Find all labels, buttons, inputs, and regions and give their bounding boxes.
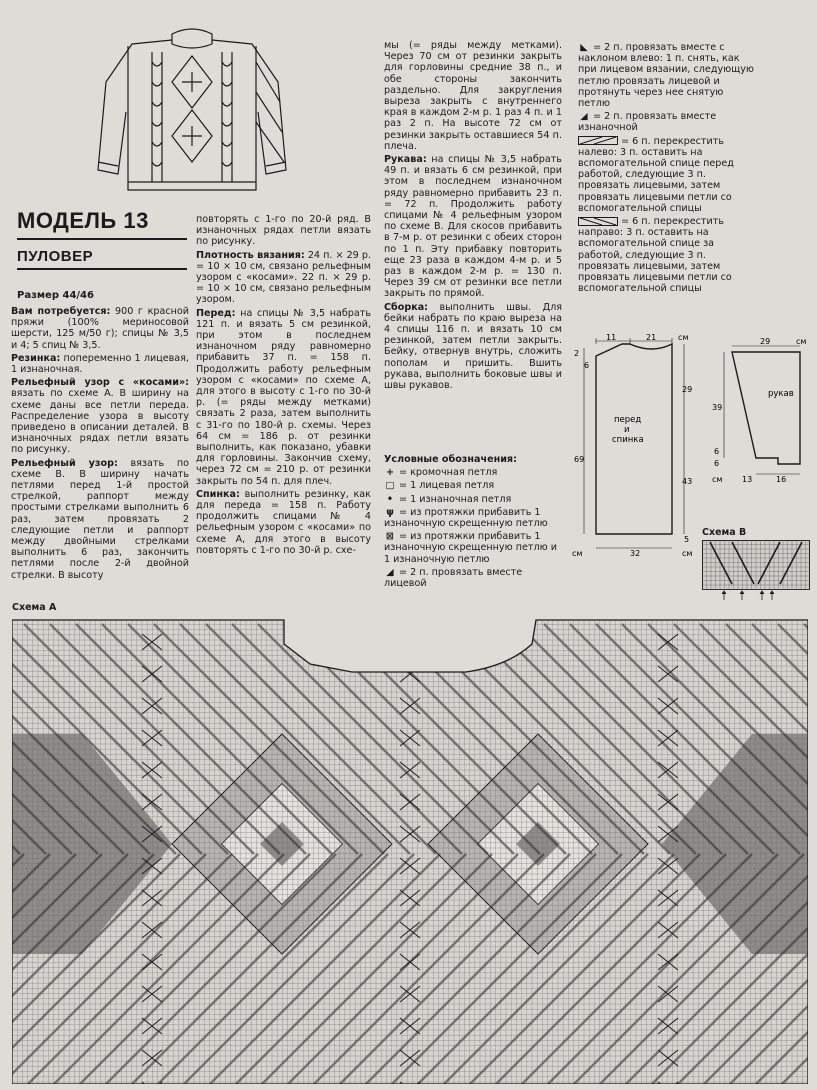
legend-symbol-icon: + — [385, 467, 395, 479]
rib-text: попеременно 1 лицевая, 1 изнаночная. — [11, 352, 189, 376]
front-unit-bottom-right: см — [682, 549, 693, 558]
cable-right-icon — [578, 217, 618, 226]
garment-title: ПУЛОВЕР — [17, 248, 94, 265]
legend-symbol-icon: ◢ — [386, 566, 394, 578]
legend-item — [384, 467, 564, 478]
front-unit-top: см — [678, 334, 689, 342]
p2tog-icon: ◢ — [580, 111, 588, 123]
front-dim-right-a: 29 — [682, 385, 693, 394]
schema-a-chart — [12, 614, 808, 1084]
p2tog-text: = 2 п. провязать вместе изнаночной — [578, 111, 717, 134]
sleeve-dim-bottom-b: 16 — [776, 475, 787, 484]
sleeve-dim-top: 29 — [760, 337, 771, 346]
front-back-schematic — [572, 334, 702, 560]
text-column-4 — [578, 42, 758, 296]
materials-text: 900 г красной пряжи (100% мериносовой шерсти, 125 м/50 г); спицы № 3,5 и 4; 5 спиц № 3,5. — [11, 306, 189, 351]
legend-text: = 2 п. провязать вместе лицевой — [384, 566, 523, 590]
cable-pattern-text: вязать по схеме А. В ширину на схеме даны все петли переда. Распределение узора в высоту приведено в описании деталей. В изнаночных рядах петли вязать по рисунку. — [11, 388, 189, 456]
front-dim-bottom: 32 — [630, 549, 641, 558]
legend-title: Условные обозначения: — [384, 454, 517, 465]
sleeve-dim-left: 39 — [712, 403, 723, 412]
legend-item — [384, 531, 564, 565]
title-rule — [17, 238, 187, 240]
assembly-label: Сборка: — [384, 301, 429, 313]
front-back-label: перед и спинка — [612, 415, 644, 445]
legend-item — [384, 494, 564, 505]
legend-symbol-icon: ψ — [386, 506, 394, 518]
front-dim-left-main: 69 — [574, 455, 585, 464]
col3-continued-text: мы (= ряды между метками). Через 70 см от резинки закрыть для горловины средние 38 п., и обе стороны закончить раздельно. Для закругления выреза закрыть с внутреннего края в каждом 2-м р. 1 раз 4 п. и 1 раз 2 п. На высоте 72 см от резинки закрыть оставшиеся 54 п. плеча. — [384, 40, 562, 152]
gauge-label: Плотность вязания: — [196, 249, 305, 261]
legend-item — [384, 480, 564, 491]
legend-symbol-icon: • — [386, 493, 394, 505]
legend-symbol-icon: ⊠ — [385, 531, 395, 543]
schema-b-title: Схема В — [702, 527, 747, 538]
legend-item — [384, 567, 564, 589]
model-title: МОДЕЛЬ 13 — [17, 208, 149, 233]
schema-b-grid — [702, 540, 810, 602]
front-dim-bottom-right: 5 — [684, 535, 690, 544]
cable-right-text: = 6 п. перекрестить направо: 3 п. оставить на вспомогательной спице за работой, следующие 3 п. провязать лицевыми, затем провязать лицевыми петли со вспомогательной спицы — [578, 216, 732, 295]
sleeve-dim-right-a: 6 — [714, 447, 720, 456]
sleeve-unit-top: см — [796, 337, 807, 346]
back-text: выполнить резинку, как для переда = 158 п. Работу продолжить спицами № 4 рельефным узором с «косами» по схеме А, для этого в высоту повторять с 1-го по 30-й р. схе- — [196, 488, 371, 556]
sleeves-text: на спицы № 3,5 набрать 49 п. и вязать 6 см резинкой, при этом в последнем изнаночном ряду равномерно прибавить 23 п. = 72 п. Продолжить работу спицами № 4 рельефным узором по схеме В. Для скосов прибавить в 7-м р. от резинки с обеих сторон по 1 п. Эту прибавку повторить еще 23 раза в каждом 4-м р. и 5 раз в каждом 2-м р. = 130 п. Через 39 см от резинки все петли закрыть по прямой. — [384, 154, 562, 300]
front-unit-bottom: см — [572, 549, 583, 558]
text-column-1 — [11, 306, 189, 583]
sleeve-dim-right-b: 6 — [714, 459, 720, 468]
front-dim-top-right: 21 — [646, 334, 657, 342]
rib-label: Резинка: — [11, 352, 61, 364]
front-label: Перед: — [196, 307, 236, 319]
text-column-2 — [196, 214, 371, 558]
front-dim-left-a: 2 — [574, 349, 580, 358]
front-dim-right-b: 43 — [682, 477, 693, 486]
cable-pattern-label: Рельефный узор с «косами»: — [11, 377, 189, 389]
col2-continued-text: повторять с 1-го по 20-й ряд. В изнаночных рядах петли вязать по рисунку. — [196, 214, 371, 248]
front-dim-left-b: 6 — [584, 361, 590, 370]
back-label: Спинка: — [196, 488, 240, 500]
sleeve-label: рукав — [768, 389, 794, 399]
sleeve-dim-bottom-a: 13 — [742, 475, 753, 484]
text-column-3 — [384, 40, 562, 393]
legend-text: = 1 изнаночная петля — [396, 493, 512, 505]
legend-text: = кромочная петля — [396, 467, 498, 479]
relief-pattern-text: вязать по схеме В. В ширину начать петлями перед 1-й простой стрелкой, раппорт между простыми стрелками выполнить 6 раз, затем провязать 2 следующие петли и раппорт между двойными стрелками выполнить 6 раз, закончить петлями после 2-й двойной стрелки. В высоту — [11, 457, 189, 581]
assembly-text: выполнить швы. Для бейки набрать по краю выреза на 4 спицы 116 п. и вязать 10 см резинкой, затем петли закрыть. Бейку, отвернув внутрь, сложить пополам и пришить. Вшить рукава, выполнить боковые швы и швы рукавов. — [384, 301, 562, 392]
sleeve-schematic — [712, 334, 812, 484]
schema-a-title: Схема А — [12, 602, 57, 613]
legend-list — [384, 467, 564, 589]
gauge-text: 24 п. × 29 р. = 10 × 10 см, связано рельефным узором с «косами». 22 п. × 29 р. = 10 × 10 см, связано рельефным узором. — [196, 249, 371, 306]
legend-item — [384, 507, 564, 529]
legend-text: = 1 лицевая петля — [396, 480, 495, 492]
legend-text: = из протяжки прибавить 1 изнаночную скрещенную петлю — [384, 506, 548, 530]
garment-rule — [17, 268, 187, 270]
materials-label: Вам потребуется: — [11, 306, 111, 317]
front-text: на спицы № 3,5 набрать 121 п. и вязать 5 см резинкой, при этом в последнем изнаночном ряду равномерно прибавить 37 п. = 158 п. Продолжить работу рельефным узором с «косами» по схеме А, для этого в высоту с 1-го по 30-й р. (= ряды между метками) связать 2 раза, затем выполнить с 31-го по 180-й р. схемы. Через 64 см = 186 р. от резинки выполнить, как показано, убавки для горловины. Закончив схему, через 72 см = 210 р. от резинки закрыть по 54 п. для плеч. — [196, 307, 371, 487]
sweater-sketch — [92, 22, 292, 200]
size-label: Размер 44/46 — [17, 290, 94, 301]
k2tog-left-text: = 2 п. провязать вместе с наклоном влево: 1 п. снять, как при лицевом вязании, следующую петлю провязать лицевой и протянуть через нее снятую петлю — [578, 42, 754, 110]
legend-symbol-icon: □ — [385, 480, 395, 492]
cable-left-icon — [578, 136, 618, 145]
front-dim-top-left: 11 — [606, 334, 617, 342]
legend-text: = из протяжки прибавить 1 изнаночную скрещенную петлю и 1 изнаночную петлю — [384, 531, 557, 565]
cable-left-text: = 6 п. перекрестить налево: 3 п. оставить на вспомогательной спице перед работой, следующие 3 п. провязать лицевыми, затем провязать лицевыми петли со вспомогательной спицы — [578, 135, 734, 214]
legend — [384, 454, 564, 591]
sleeves-label: Рукава: — [384, 154, 427, 166]
sleeve-unit-bottom: см — [712, 475, 723, 484]
k2tog-left-icon: ◣ — [580, 42, 588, 53]
relief-pattern-label: Рельефный узор: — [11, 457, 118, 469]
